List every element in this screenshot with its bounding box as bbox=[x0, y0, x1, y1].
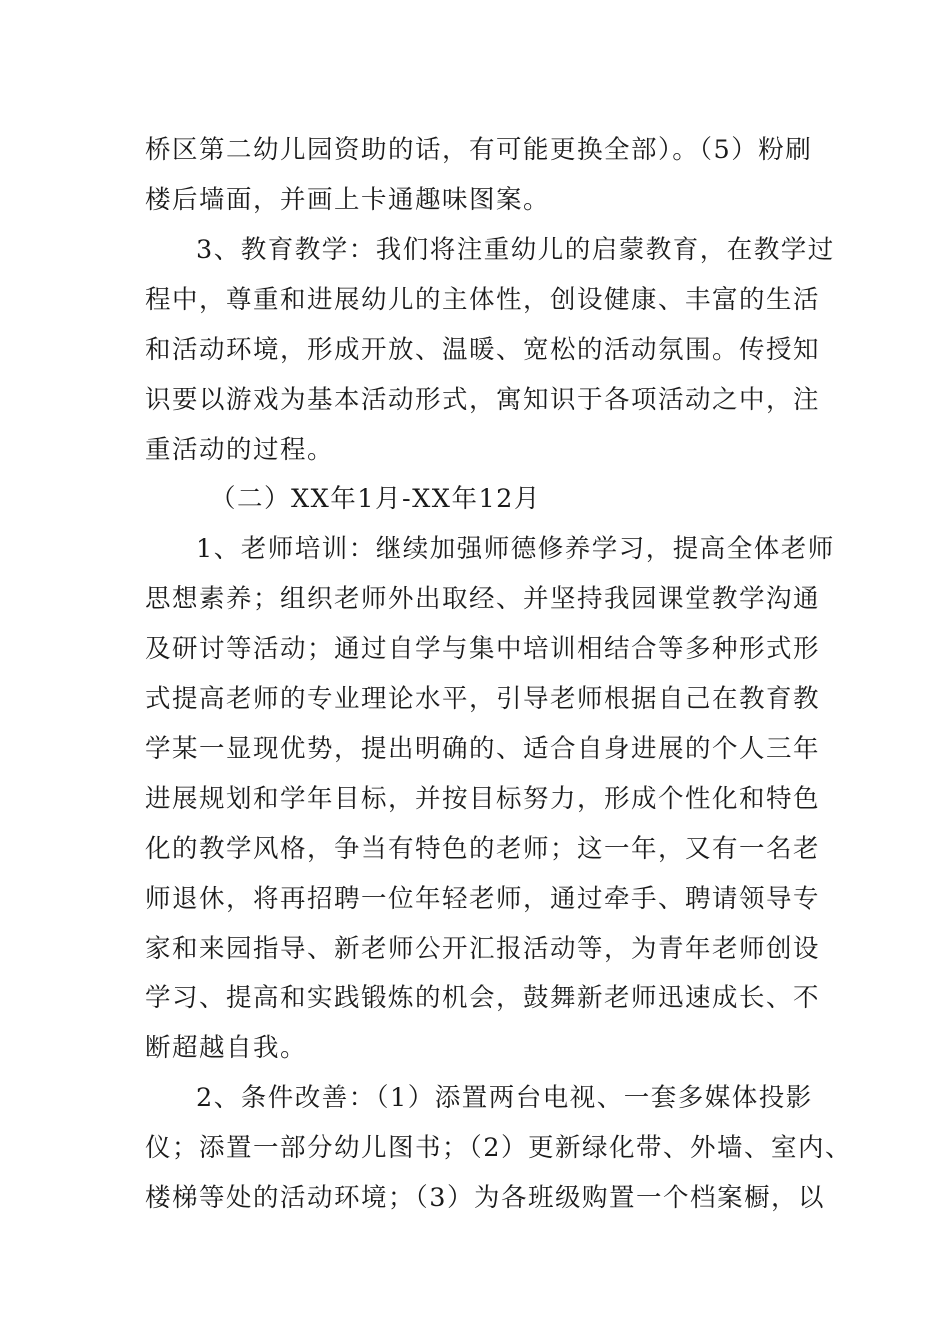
text-line: 学某一显现优势，提出明确的、适合自身进展的个人三年 bbox=[145, 734, 821, 764]
text-line: 及研讨等活动；通过自学与集中培训相结合等多种形式形 bbox=[145, 634, 821, 664]
text-line: 化的教学风格，争当有特色的老师；这一年，又有一名老 bbox=[145, 834, 821, 864]
text-line: 学习、提高和实践锻炼的机会，鼓舞新老师迅速成长、不 bbox=[145, 983, 821, 1013]
text-line: 进展规划和学年目标，并按目标努力，形成个性化和特色 bbox=[145, 784, 821, 814]
text-line: 思想素养；组织老师外出取经、并坚持我园课堂教学沟通 bbox=[145, 584, 821, 614]
text-line: 重活动的过程。 bbox=[145, 435, 335, 465]
text-line: 式提高老师的专业理论水平，引导老师根据自己在教育教 bbox=[145, 684, 821, 714]
text-line: 师退休，将再招聘一位年轻老师，通过牵手、聘请领导专 bbox=[145, 884, 821, 914]
paragraph-start-line: 1、老师培训：继续加强师德修养学习，提高全体老师 bbox=[196, 534, 835, 564]
text-line: 仪；添置一部分幼儿图书；（2）更新绿化带、外墙、室内、 bbox=[145, 1133, 852, 1163]
text-line: 桥区第二幼儿园资助的话，有可能更换全部）。（5）粉刷 bbox=[145, 135, 813, 165]
text-line: 程中，尊重和进展幼儿的主体性，创设健康、丰富的生活 bbox=[145, 285, 821, 315]
text-line: 识要以游戏为基本活动形式，寓知识于各项活动之中，注 bbox=[145, 385, 821, 415]
text-line: 和活动环境，形成开放、温暖、宽松的活动氛围。传授知 bbox=[145, 335, 821, 365]
section-heading: （二）XX年1月-XX年12月 bbox=[210, 484, 541, 514]
text-line: 楼后墙面，并画上卡通趣味图案。 bbox=[145, 185, 551, 215]
text-line: 楼梯等处的活动环境；（3）为各班级购置一个档案橱，以 bbox=[145, 1183, 825, 1213]
text-line: 断超越自我。 bbox=[145, 1033, 308, 1063]
text-line: 家和来园指导、新老师公开汇报活动等，为青年老师创设 bbox=[145, 934, 821, 964]
paragraph-start-line: 3、教育教学：我们将注重幼儿的启蒙教育，在教学过 bbox=[196, 235, 835, 265]
paragraph-start-line: 2、条件改善：（1）添置两台电视、一套多媒体投影 bbox=[196, 1083, 813, 1113]
